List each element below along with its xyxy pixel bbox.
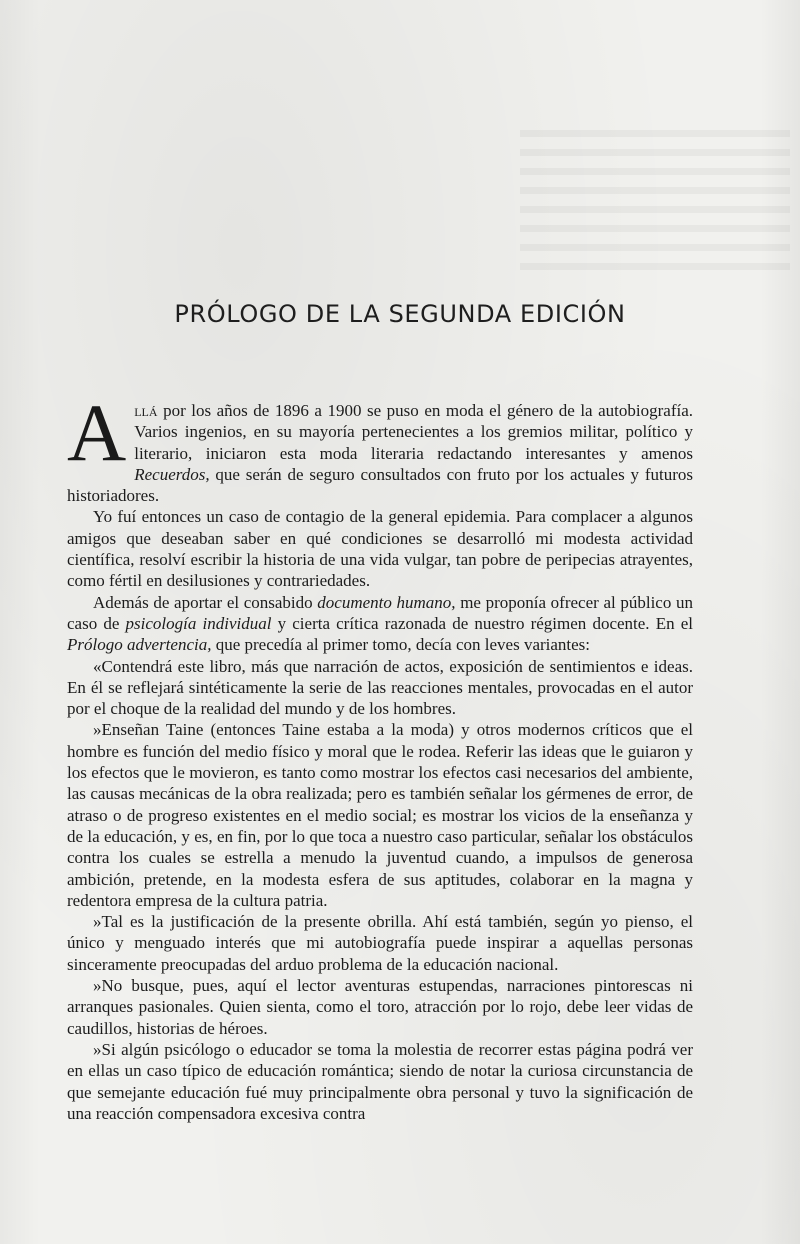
paragraph [67,975,693,1039]
text-run: por los años de 1896 a 1900 se puso en moda el género de la autobiografía. Varios ingenios, en su mayoría pertenecientes a los gremios militar, político y literario, iniciaron esta moda literaria redactando interesantes y amenos [134,401,693,463]
text-run: que precedía al primer tomo, decía con leves variantes: [211,635,591,655]
drop-cap: A [67,387,127,478]
text-run: »Si algún psicólogo o educador se toma la molestia de recorrer estas página podrá ver en ellas un caso típico de educación romántica; siendo de notar la curiosa circunstancia de que semejante educación fué muy principalmente obra personal y tuvo la significación de una reacción compensadora excesiva contra [67,1039,693,1123]
prologue-body [67,387,693,1124]
paragraph [67,506,693,591]
italic-phrase: Recuerdos, [134,464,210,484]
text-run: »Tal es la justificación de la presente obrilla. Ahí está también, según yo pienso, el único y menguado interés que mi autobiografía puede inspirar a aquellas personas sinceramente preocupadas del arduo problema de la educación nacional. [67,912,693,974]
paragraph [67,719,693,911]
italic-phrase: Prólogo advertencia, [67,635,212,655]
italic-phrase: documento humano, [317,592,456,612]
bleed-through-text [520,130,790,280]
small-caps-lead: llá [134,401,158,420]
text-run: me proponía ofrecer al público un caso de [67,592,693,633]
text-run: «Contendrá este libro, más que narración de actos, exposición de sentimientos e ideas. En él se reflejará sintéticamente la serie de las reacciones mentales, provocadas en el autor por el choque de la realidad del mundo y de los hombres. [67,656,693,719]
page-title: PRÓLOGO DE LA SEGUNDA EDICIÓN [174,300,626,328]
paragraph [67,656,693,720]
text-run: Además de aportar el consabido [93,592,318,612]
paragraph [67,911,693,975]
paragraph [67,387,693,506]
text-run: Yo fuí entonces un caso de contagio de la general epidemia. Para complacer a algunos amigos que deseaban saber en qué condiciones se desarrolló mi modesta actividad científica, resolví escribir la historia de una vida vulgar, tan pobre de peripecias atrayentes, como fértil en desilusiones y contrariedades. [67,507,693,591]
text-run: »Enseñan Taine (entonces Taine estaba a la moda) y otros modernos críticos que el hombre es función del medio físico y moral que le rodea. Referir las ideas que le guiaron y los efectos que le movieron, es tanto como mostrar los efectos casi necesarios del ambiente, las causas mecánicas de la obra realizada; pero es también señalar los gérmenes de error, de atraso o de progreso existentes en el medio social; es mostrar los vicios de la enseñanza y de la educación, y es, en fin, por lo que toca a nuestro caso particular, señalar los obstáculos contra los cuales se estrella a menudo la juventud cuando, a impulsos de generosa ambición, pretende, en la modesta esfera de sus aptitudes, colaborar en la magna y redentora empresa de la cultura patria. [67,720,693,910]
paragraph [67,1039,693,1124]
italic-phrase: psicología individual [125,613,272,633]
text-run: que serán de seguro consultados con fruto por los actuales y futuros historiadores. [67,464,693,506]
paragraph [67,592,693,656]
text-run: y cierta crítica razonada de nuestro régimen docente. En el [271,613,693,633]
text-run: »No busque, pues, aquí el lector aventuras estupendas, narraciones pintorescas ni arranques pasionales. Quien sienta, como el toro, atracción por lo rojo, debe leer vidas de caudillos, historias de héroes. [67,976,693,1038]
